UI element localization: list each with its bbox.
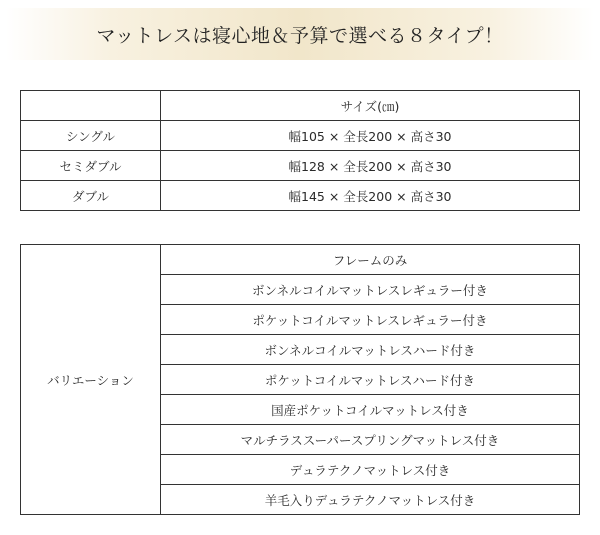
variation-item-cell: ボンネルコイルマットレスハード付き [161,335,580,365]
variation-item-cell: 羊毛入りデュラテクノマットレス付き [161,485,580,515]
variation-item-cell: デュラテクノマットレス付き [161,455,580,485]
size-header-row [21,91,580,121]
variation-item-cell: ポケットコイルマットレスハード付き [161,365,580,395]
size-value-cell: 幅128 × 全長200 × 高さ30 [161,151,580,181]
variation-row [21,245,580,275]
banner-title: マットレスは寝心地＆予算で選べる８タイプ！ [96,24,504,47]
variation-item-cell: フレームのみ [161,245,580,275]
size-table [20,90,580,211]
variation-item-cell: 国産ポケットコイルマットレス付き [161,395,580,425]
size-label-cell: シングル [21,121,161,151]
variation-item-cell: マルチラススーパースプリングマットレス付き [161,425,580,455]
size-header-empty-cell [21,91,161,121]
size-row-semi-double [21,151,580,181]
variation-item-cell: ポケットコイルマットレスレギュラー付き [161,305,580,335]
size-label-cell: セミダブル [21,151,161,181]
size-value-cell: 幅105 × 全長200 × 高さ30 [161,121,580,151]
variation-item-cell: ボンネルコイルマットレスレギュラー付き [161,275,580,305]
size-row-single [21,121,580,151]
size-value-cell: 幅145 × 全長200 × 高さ30 [161,181,580,211]
variation-label-cell: バリエーション [21,245,161,515]
variation-table [20,244,580,515]
size-label-cell: ダブル [21,181,161,211]
title-banner [6,8,594,60]
size-row-double [21,181,580,211]
size-header-cell: サイズ(㎝) [161,91,580,121]
